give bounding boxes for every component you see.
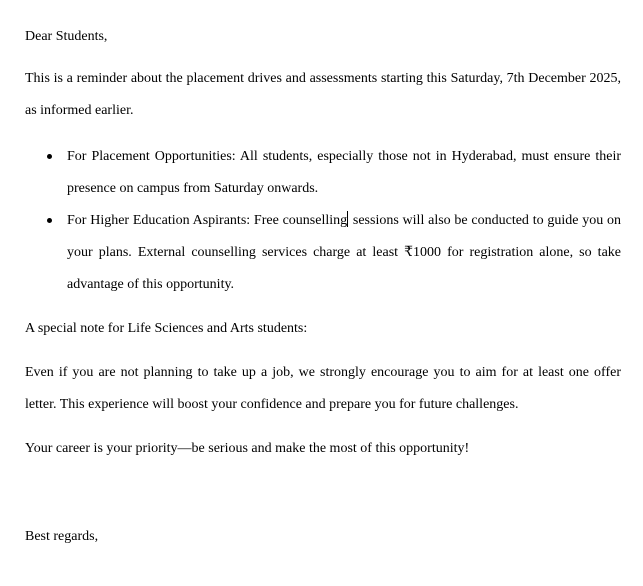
bullet-list (25, 141, 621, 301)
career-priority-line: Your career is your priority—be serious and make the most of this opportunity! (25, 441, 470, 456)
bullet-icon (47, 218, 52, 223)
text-cursor (347, 211, 348, 227)
encouragement-paragraph: Even if you are not planning to take up a job, we strongly encourage you to aim for at least one offer letter. This experience will boost your confidence and prepare you for future challenges. (25, 365, 621, 412)
intro-paragraph: This is a reminder about the placement drives and assessments starting this Saturday, 7th December 2025, as informed earlier. (25, 71, 621, 118)
bullet-text-before-cursor: For Higher Education Aspirants: Free counselling (67, 213, 348, 228)
list-item (25, 205, 621, 301)
special-note-line: A special note for Life Sciences and Arts students: (25, 321, 308, 336)
signoff-line: Best regards, (25, 529, 99, 544)
bullet-icon (47, 154, 52, 159)
list-item (25, 141, 621, 205)
greeting-line: Dear Students, (25, 29, 108, 44)
bullet-text-after-cursor: sessions will also be conducted to guide you on your plans. External counselling services charge at least ₹1000 for registration alone, so take advantage of this opportunity. (67, 213, 621, 292)
bullet-text-higher-education (67, 213, 621, 292)
bullet-text-placement: For Placement Opportunities: All students, especially those not in Hyderabad, must ensure their presence on campus from Saturday onwards. (67, 149, 621, 196)
